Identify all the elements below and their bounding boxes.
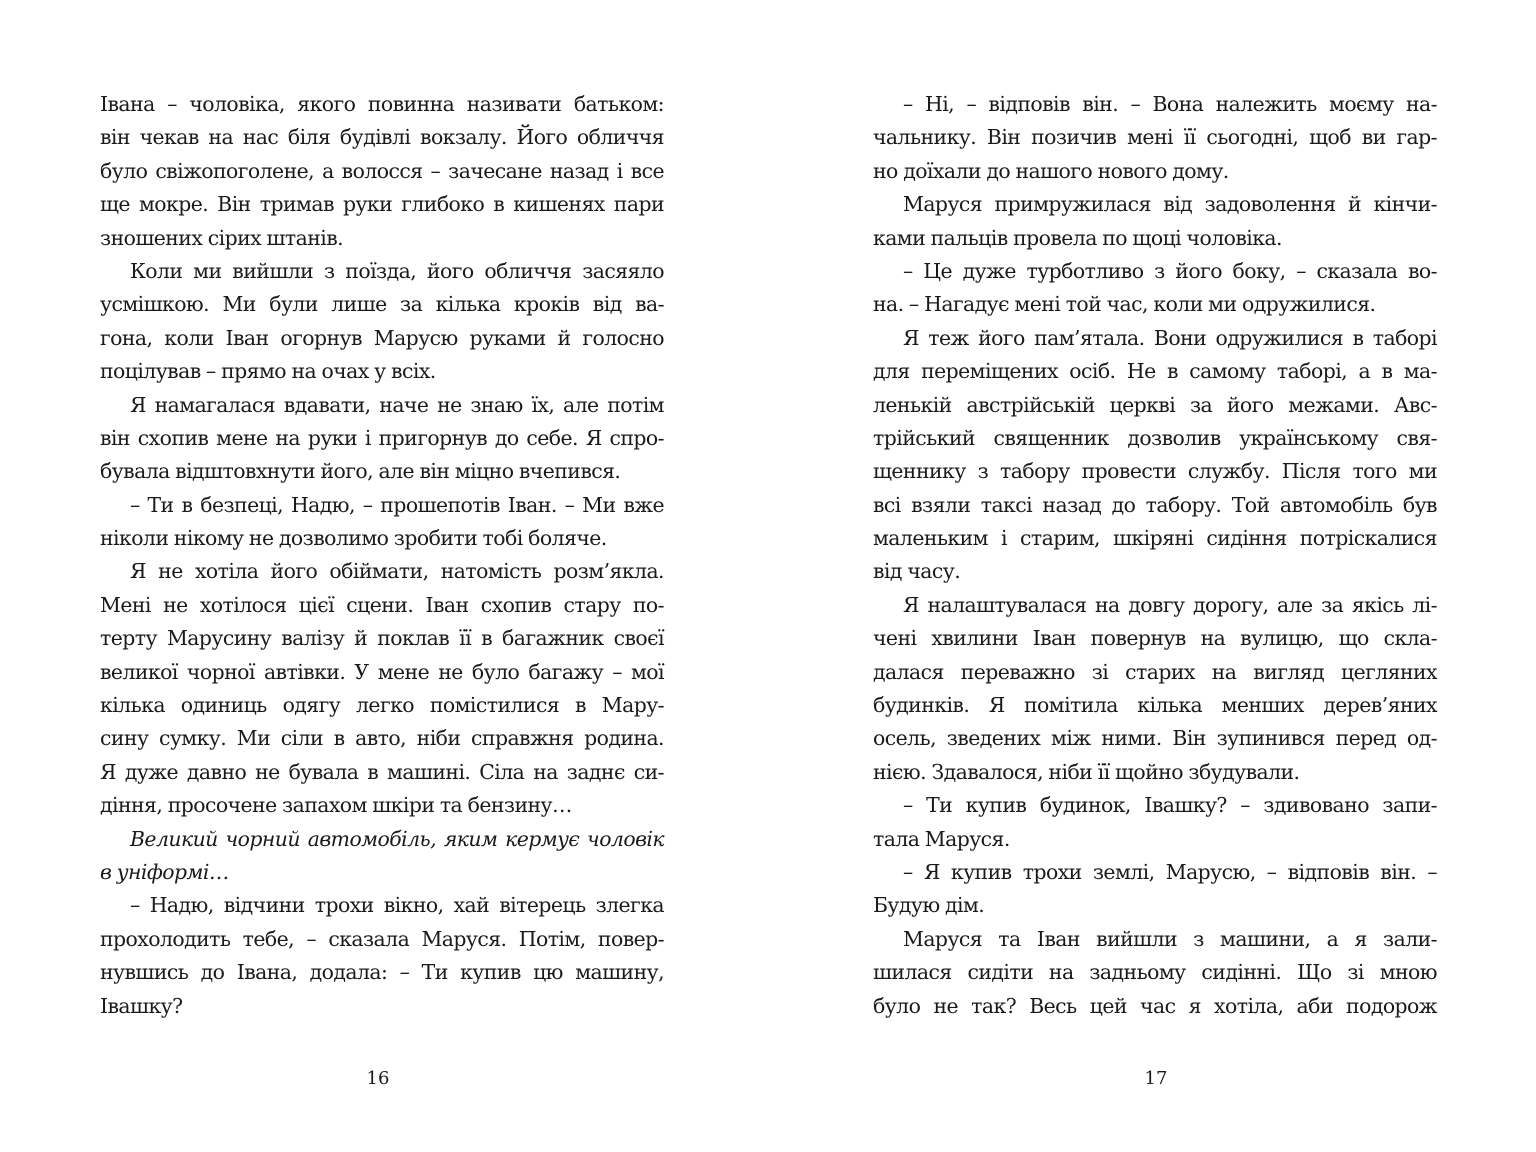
text-line: далася переважно зі старих на вигляд цегляних	[873, 659, 1437, 684]
text-line: великої чорної автівки. У мене не було багажу – мої	[100, 659, 664, 684]
text-line: – Це дуже турботливо з його боку, – сказала во-	[903, 258, 1437, 283]
text-line: усмішкою. Ми були лише за кілька кроків від ва-	[100, 292, 664, 317]
text-line: трійський священник дозволив українському свя-	[873, 425, 1437, 450]
text-line: Маруся та Іван вийшли з машини, а я зали-	[903, 926, 1437, 951]
text-line: прохолодить тебе, – сказала Маруся. Потім, повер-	[100, 926, 664, 951]
text-line: Івана – чоловіка, якого повинна називати батьком:	[100, 92, 664, 116]
text-line: гона, коли Іван огорнув Марусю руками й голосно	[100, 325, 664, 350]
text-line: ще мокре. Він тримав руки глибоко в кишенях пари	[100, 192, 664, 217]
text-line: Будую дім.	[873, 893, 985, 918]
text-line: було свіжопоголене, а волосся – зачесане назад і все	[100, 158, 664, 183]
text-line: – Ні, – відповів він. – Вона належить моєму на-	[903, 92, 1437, 116]
text-line: Я налаштувалася на довгу дорогу, але за якісь лі-	[903, 592, 1437, 617]
text-line: нією. Здавалося, ніби її щойно збудували.	[873, 759, 1300, 784]
text-line: щеннику з табору провести службу. Після того ми	[873, 459, 1437, 484]
text-line: на. – Нагадує мені той час, коли ми одружилися.	[873, 292, 1376, 317]
text-line: бувала відштовхнути його, але він міцно вчепився.	[100, 459, 621, 484]
right-page-number: 17	[1144, 1068, 1168, 1089]
text-line: всі взяли таксі назад до табору. Той автомобіль був	[873, 492, 1437, 517]
text-line: чені хвилини Іван повернув на вулицю, що скла-	[873, 626, 1437, 651]
text-line: Я теж його пам’ятала. Вони одружилися в таборі	[903, 325, 1437, 350]
text-line: діння, просочене запахом шкіри та бензину…	[100, 793, 572, 818]
text-line: Я дуже давно не бувала в машині. Сіла на заднє си-	[100, 759, 664, 784]
right-page-text	[873, 88, 1437, 1023]
text-line: маленьким і старим, шкіряні сидіння потріскалися	[873, 526, 1437, 551]
text-line: ніколи нікому не дозволимо зробити тобі боляче.	[100, 526, 607, 551]
text-line: поцілував – прямо на очах у всіх.	[100, 359, 436, 384]
text-line: – Ти купив будинок, Івашку? – здивовано запи-	[903, 793, 1437, 818]
text-line: Великий чорний автомобіль, яким кермує чоловік	[130, 826, 664, 851]
text-line: чальнику. Він позичив мені її сьогодні, щоб ви гар-	[873, 125, 1437, 150]
text-line: ками пальців провела по щоці чоловіка.	[873, 225, 1282, 250]
text-line: – Я купив трохи землі, Марусю, – відповів він. –	[903, 859, 1437, 884]
left-page-text	[100, 88, 664, 1023]
text-line: терту Марусину валізу й поклав її в багажник своєї	[100, 626, 664, 651]
text-line: – Ти в безпеці, Надю, – прошепотів Іван. – Ми вже	[130, 492, 664, 517]
text-line: нувшись до Івана, додала: – Ти купив цю машину,	[100, 960, 664, 985]
text-line: кілька одиниць одягу легко помістилися в Мару-	[100, 693, 664, 718]
text-line: Коли ми вийшли з поїзда, його обличчя засяяло	[130, 258, 664, 283]
text-line: він чекав на нас біля будівлі вокзалу. Його обличчя	[100, 125, 664, 150]
text-line: – Надю, відчини трохи вікно, хай вітерець злегка	[130, 893, 664, 918]
text-line: для переміщених осіб. Не в самому таборі, а в ма-	[873, 359, 1437, 384]
text-line: Маруся примружилася від задоволення й кінчи-	[903, 192, 1437, 217]
text-line: ленькій австрійській церкві за його межами. Авс-	[873, 392, 1437, 417]
text-line: в уніформі…	[100, 859, 229, 884]
text-line: шилася сидіти на задньому сидінні. Що зі мною	[873, 960, 1437, 985]
text-line: Я намагалася вдавати, наче не знаю їх, але потім	[130, 392, 664, 417]
text-line: но доїхали до нашого нового дому.	[873, 158, 1229, 183]
left-page-number: 16	[366, 1068, 390, 1089]
text-line: було не так? Весь цей час я хотіла, аби подорож	[873, 993, 1437, 1018]
text-line: Івашку?	[100, 993, 183, 1018]
text-line: осель, зведених між ними. Він зупинився перед од-	[873, 726, 1437, 751]
text-line: зношених сірих штанів.	[100, 225, 344, 250]
text-line: будинків. Я помітила кілька менших дерев’яних	[873, 693, 1437, 718]
text-line: тала Маруся.	[873, 826, 1010, 851]
text-line: він схопив мене на руки і пригорнув до себе. Я спро-	[100, 425, 664, 450]
text-line: Я не хотіла його обіймати, натомість розм’якла.	[130, 559, 664, 584]
text-line: сину сумку. Ми сіли в авто, ніби справжня родина.	[100, 726, 664, 751]
text-line: від часу.	[873, 559, 961, 584]
text-line: Мені не хотілося цієї сцени. Іван схопив стару по-	[100, 592, 664, 617]
